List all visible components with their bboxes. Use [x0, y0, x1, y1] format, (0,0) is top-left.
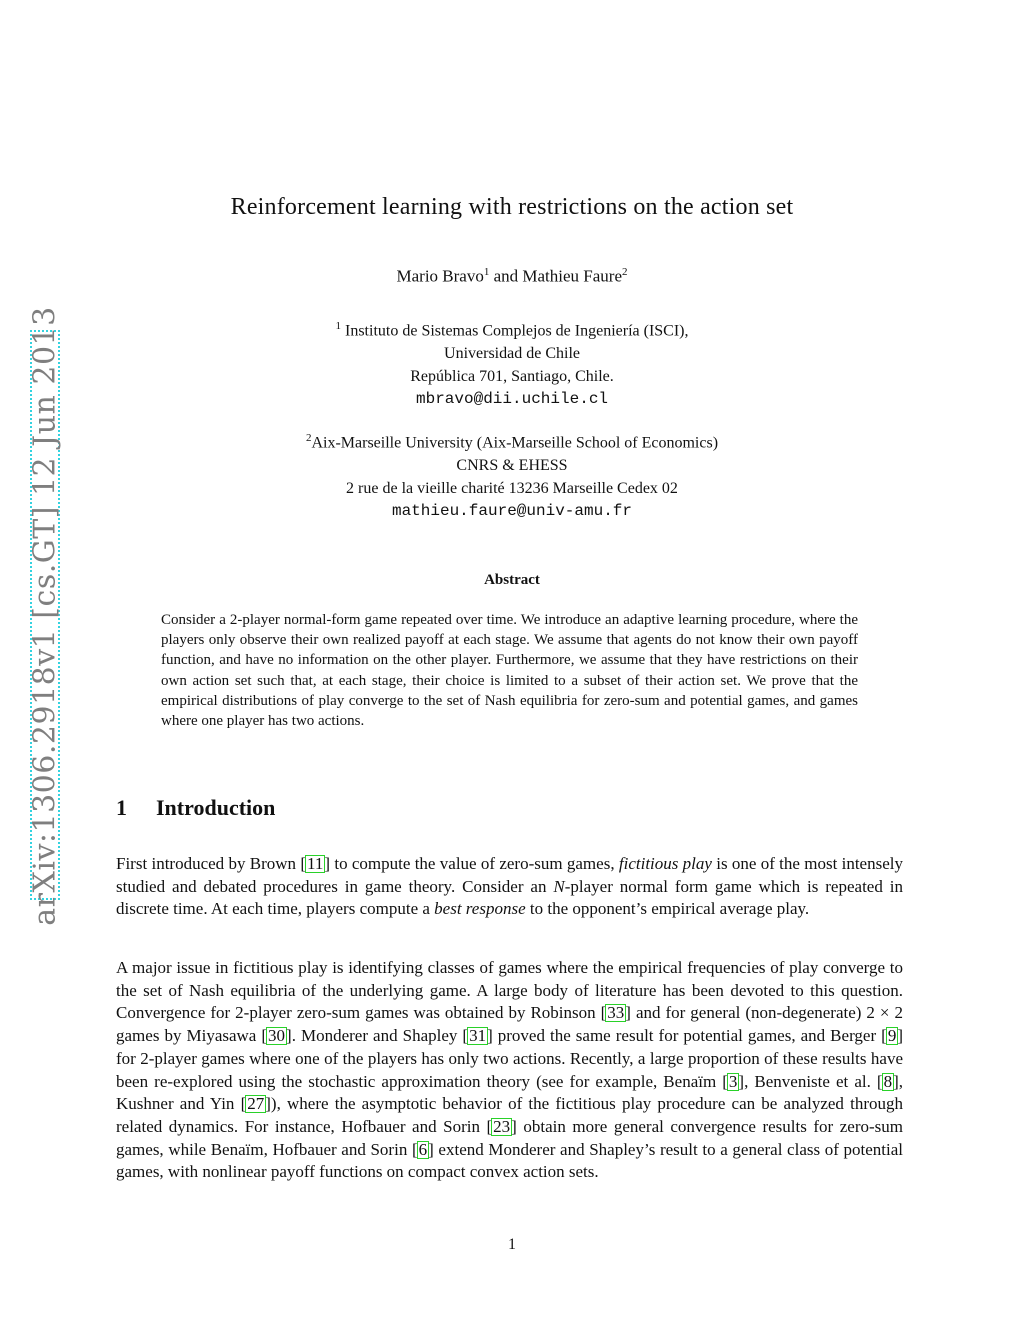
- affiliation-line: [0, 427, 1024, 454]
- math-symbol: N: [553, 876, 565, 896]
- paragraph-text: ] for 2-player games where one of the players has only two actions. Recently, a large proportion of these results have been re-explored using the stochastic approximation theory (see for example, Benaïm [: [116, 1026, 903, 1091]
- paragraph-text: First introduced by Brown [: [116, 854, 307, 873]
- author-line: [0, 266, 1024, 287]
- citation-link[interactable]: 27: [247, 1094, 265, 1114]
- section-heading: [116, 795, 275, 821]
- citation-link[interactable]: 9: [887, 1026, 897, 1046]
- affiliation-block-1: [0, 315, 1024, 411]
- citation-link[interactable]: 31: [469, 1026, 487, 1046]
- intro-paragraph-2: [116, 957, 903, 1184]
- citation-link[interactable]: 30: [268, 1026, 286, 1046]
- paragraph-text: A major issue in fictitious play is identifying classes of games where the empirical frequencies of play converge to the set of Nash equilibria of the underlying game. A large body of literature has been devoted to this question. Convergence for 2-player zero-sum games was obtained by Robinson [: [116, 958, 903, 1023]
- citation-link[interactable]: 33: [607, 1003, 625, 1023]
- paper-title: Reinforcement learning with restrictions on the action set: [230, 194, 794, 220]
- paragraph-text: is one of the most intensely studied and debated procedures in game theory. Consider an: [116, 854, 903, 896]
- affiliation-line: CNRS & EHESS: [456, 457, 568, 475]
- arxiv-stamp[interactable]: arXiv:1306.2918v1 [cs.GT] 12 Jun 2013: [27, 306, 63, 926]
- paragraph-text: ]. Monderer and Shapley [: [286, 1026, 469, 1046]
- paragraph-text: ] and for general (non-degenerate) 2 × 2 games by Miyasawa [: [116, 1003, 903, 1046]
- citation-link[interactable]: 23: [493, 1116, 511, 1136]
- citation-link[interactable]: 11: [307, 854, 324, 873]
- author-email[interactable]: mbravo@dii.uchile.cl: [415, 390, 609, 409]
- affiliation-mark: 2: [305, 432, 312, 444]
- affiliation-mark: 2: [622, 266, 628, 278]
- paragraph-text: ] to compute the value of zero-sum games,: [324, 854, 619, 873]
- citation-link[interactable]: 3: [728, 1071, 738, 1091]
- author-name: Mathieu Faure: [522, 266, 622, 286]
- paragraph-text: ] extend Monderer and Shapley’s result to a general class of potential games, with nonlinear payoff functions on compact convex action sets.: [116, 1139, 904, 1182]
- paragraph-text: ] obtain more general convergence results for zero-sum games, while Benaïm, Hofbauer and Sorin [: [116, 1116, 903, 1159]
- affiliation-text: Instituto de Sistemas Complejos de Ingeniería (ISCI),: [341, 322, 689, 340]
- affiliation-line: 2 rue de la vieille charité 13236 Marseille Cedex 02: [346, 480, 678, 498]
- affiliation-mark: 1: [335, 320, 341, 332]
- citation-link[interactable]: 8: [883, 1071, 893, 1091]
- author-name: Mario Bravo: [396, 266, 484, 286]
- affiliation-line: [0, 315, 1024, 342]
- page-number: 1: [508, 1236, 516, 1253]
- affiliation-line: Universidad de Chile: [444, 345, 580, 363]
- section-number: 1: [116, 795, 127, 820]
- affiliation-mark: 1: [483, 266, 490, 278]
- emphasis-text: best response: [434, 899, 526, 919]
- author-connector: and: [489, 266, 523, 286]
- affiliation-block-2: [0, 427, 1024, 523]
- paragraph-text: ] proved the same result for potential games, and Berger [: [487, 1026, 887, 1046]
- citation-link[interactable]: 6: [418, 1139, 428, 1159]
- intro-paragraph-1: [116, 853, 903, 921]
- paragraph-text: ], Kushner and Yin [: [116, 1071, 903, 1114]
- paragraph-text: ], Benveniste et al. [: [738, 1071, 883, 1091]
- section-title: Introduction: [156, 795, 276, 820]
- paragraph-text: -player normal form game which is repeated in discrete time. At each time, players compute a: [116, 876, 903, 919]
- emphasis-text: fictitious play: [618, 854, 712, 873]
- author-email[interactable]: mathieu.faure@univ-amu.fr: [391, 502, 633, 521]
- affiliation-text: Aix-Marseille University (Aix-Marseille School of Economics): [311, 434, 719, 452]
- paragraph-text: to the opponent’s empirical average play.: [525, 899, 810, 919]
- abstract-text: Consider a 2-player normal-form game repeated over time. We introduce an adaptive learning procedure, where the players only observe their own realized payoff at each stage. We assume that agents do not know their own payoff function, and have no information on the other player. Furthermore, we assume that they have restrictions on their own action set such that, at each stage, their choice is limited to a subset of their action set. We prove that the empirical distributions of play converge to the set of Nash equilibria for zero-sum and potential games, and games where one player has two actions.: [161, 612, 858, 730]
- affiliation-line: República 701, Santiago, Chile.: [410, 368, 614, 386]
- paragraph-text: ]), where the asymptotic behavior of the fictitious play procedure can be analyzed through related dynamics. For instance, Hofbauer and Sorin [: [116, 1094, 903, 1136]
- abstract-heading: Abstract: [484, 572, 540, 588]
